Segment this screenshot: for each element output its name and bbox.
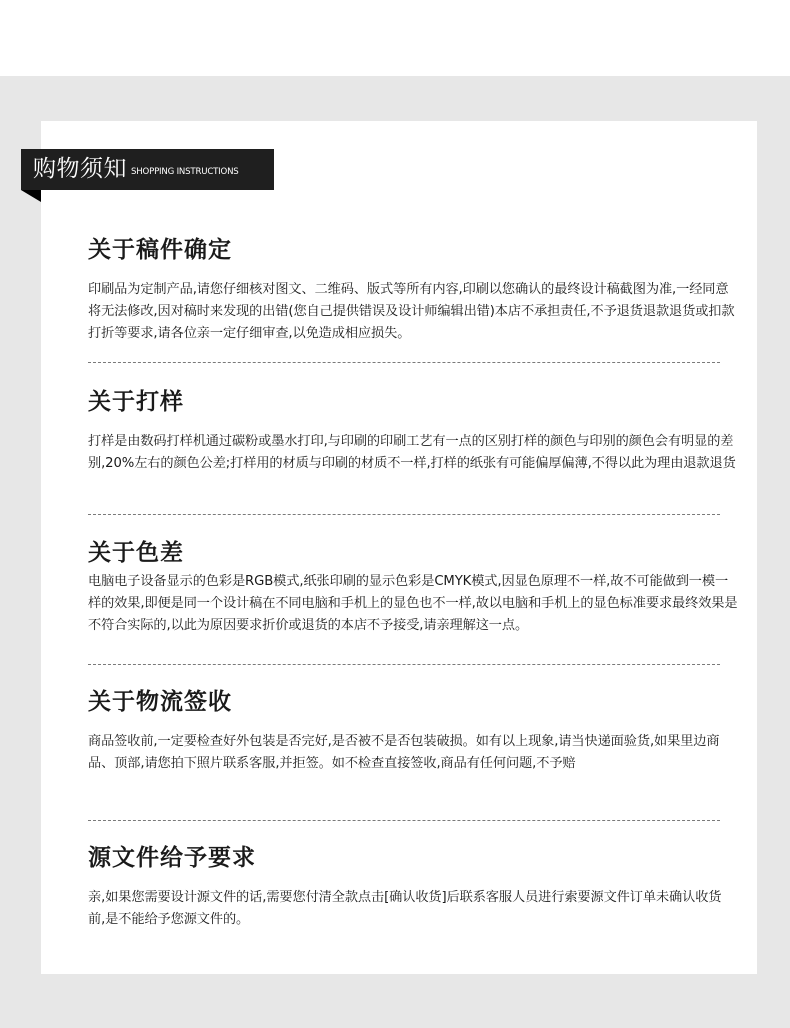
section-proofing (88, 387, 738, 475)
shopping-instructions-banner (21, 149, 274, 190)
dashed-divider (88, 664, 720, 665)
dashed-divider (88, 514, 720, 515)
banner-title: 购物须知 (33, 156, 127, 182)
section-heading: 源文件给予要求 (88, 845, 256, 871)
section-body: 亲,如果您需要设计源文件的话,需要您付清全款点击[确认收货]后联系客服人员进行索要源文件订单未确认收货前,是不能给予您源文件的。 (88, 890, 722, 927)
section-source-files (88, 843, 738, 931)
dashed-divider (88, 820, 720, 821)
dashed-divider (88, 362, 720, 363)
section-heading: 关于打样 (88, 389, 184, 415)
section-heading: 关于稿件确定 (88, 237, 232, 263)
section-manuscript-confirmation (88, 235, 738, 345)
section-heading: 关于物流签收 (88, 689, 232, 715)
banner-subtitle: SHOPPING INSTRUCTIONS (131, 166, 239, 177)
section-body: 打样是由数码打样机通过碳粉或墨水打印,与印刷的印刷工艺有一点的区别打样的颜色与印别的颜色会有明显的差别,20%左右的颜色公差;打样用的材质与印刷的材质不一样,打样的纸张有可能偏厚偏薄,不得以此为理由退款退货 (88, 434, 736, 471)
top-band (0, 0, 790, 76)
section-body: 印刷品为定制产品,请您仔细核对图文、二维码、版式等所有内容,印刷以您确认的最终设计稿截图为准,一经同意将无法修改,因对稿时来发现的出错(您自己提供错误及设计师编辑出错)本店不承担责任,不予退货退款退货或扣款打折等要求,请各位亲一定仔细审查,以免造成相应损失。 (88, 282, 735, 341)
section-body: 商品签收前,一定要检查好外包装是否完好,是否被不是否包装破损。如有以上现象,请当快递面验货,如果里边商品、顶部,请您拍下照片联系客服,并拒签。如不检查直接签收,商品有任何问题,不予赔 (88, 734, 720, 771)
section-body: 电脑电子设备显示的色彩是RGB模式,纸张印刷的显示色彩是CMYK模式,因显色原理不一样,故不可能做到一模一样的效果,即便是同一个设计稿在不同电脑和手机上的显色也不一样,故以电脑和手机上的显色标准要求最终效果是不符合实际的,以此为原因要求折价或退货的本店不予接受,请亲理解这一点。 (88, 574, 738, 633)
section-color-difference (88, 538, 738, 637)
section-heading: 关于色差 (88, 540, 184, 566)
section-logistics-signing (88, 687, 738, 775)
banner-fold-shadow (21, 190, 41, 202)
